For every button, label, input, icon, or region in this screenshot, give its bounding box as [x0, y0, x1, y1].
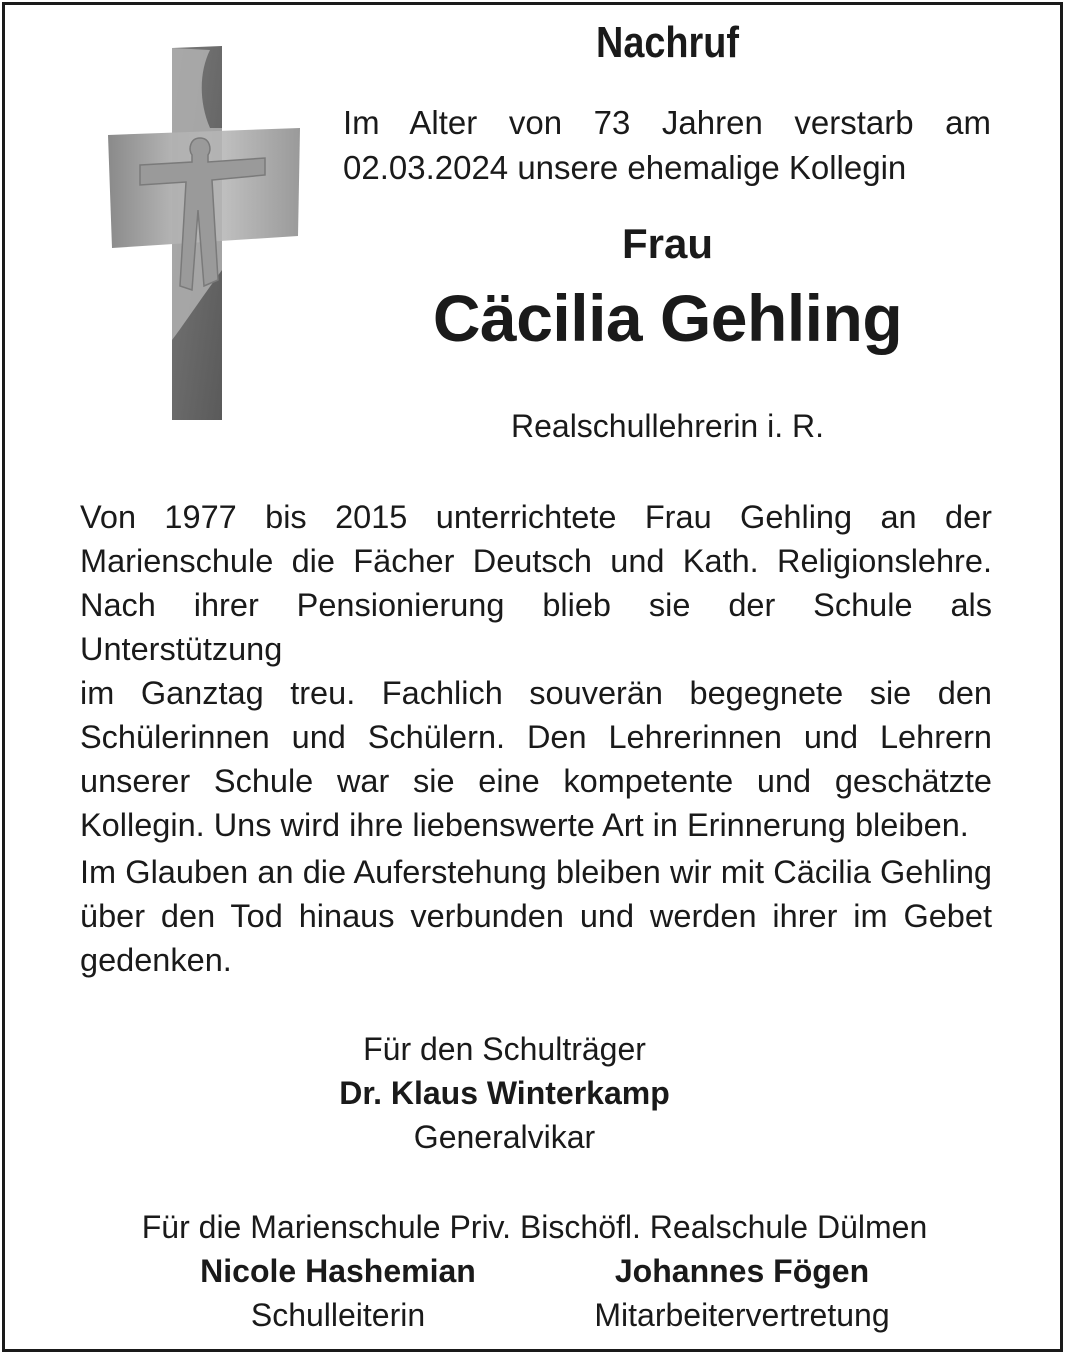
cross-icon	[100, 40, 310, 430]
carrier-label: Für den Schulträger	[363, 1031, 646, 1067]
salutation: Frau	[621, 220, 713, 267]
paragraph-line: Im Glauben an die Auferstehung bleiben wir mit Cäcilia Gehling	[80, 854, 992, 890]
carrier-name: Dr. Klaus Winterkamp	[339, 1075, 670, 1111]
faith-paragraph	[80, 850, 992, 982]
paragraph-line: Kollegin. Uns wird ihre liebenswerte Art in Erinnerung bleiben.	[80, 807, 969, 843]
intro-line: 02.03.2024 unsere ehemalige Kollegin	[343, 149, 907, 186]
paragraph-line: Von 1977 bis 2015 unterrichtete Frau Gehling an der	[80, 499, 992, 535]
signer-left-title: Schulleiterin	[250, 1297, 426, 1333]
deceased-role: Realschullehrerin i. R.	[510, 408, 824, 444]
paragraph-line: Marienschule die Fächer Deutsch und Kath. Religionslehre.	[80, 543, 992, 579]
paragraph-line: gedenken.	[80, 942, 232, 978]
heading: Nachruf	[596, 18, 739, 67]
intro-text	[343, 100, 991, 190]
signer-left-name: Nicole Hashemian	[200, 1253, 476, 1289]
intro-line: Im Alter von 73 Jahren verstarb am	[343, 104, 991, 141]
paragraph-line: über den Tod hinaus verbunden und werden ihrer im Gebet	[80, 898, 992, 934]
deceased-name: Cäcilia Gehling	[432, 281, 903, 355]
paragraph-line: Nach ihrer Pensionierung blieb sie der Schule als Unterstützung	[80, 587, 992, 667]
paragraph-line: im Ganztag treu. Fachlich souverän begegnete sie den	[80, 675, 992, 711]
paragraph-line: Schülerinnen und Schülern. Den Lehrerinnen und Lehrern	[80, 719, 992, 755]
carrier-title: Generalvikar	[413, 1119, 596, 1155]
signer-right-name: Johannes Fögen	[614, 1253, 870, 1289]
paragraph-line: unserer Schule war sie eine kompetente und geschätzte	[80, 763, 992, 799]
biography-paragraph	[80, 495, 992, 847]
school-label: Für die Marienschule Priv. Bischöfl. Realschule Dülmen	[141, 1209, 928, 1245]
signer-right-title: Mitarbeitervertretung	[594, 1297, 890, 1333]
